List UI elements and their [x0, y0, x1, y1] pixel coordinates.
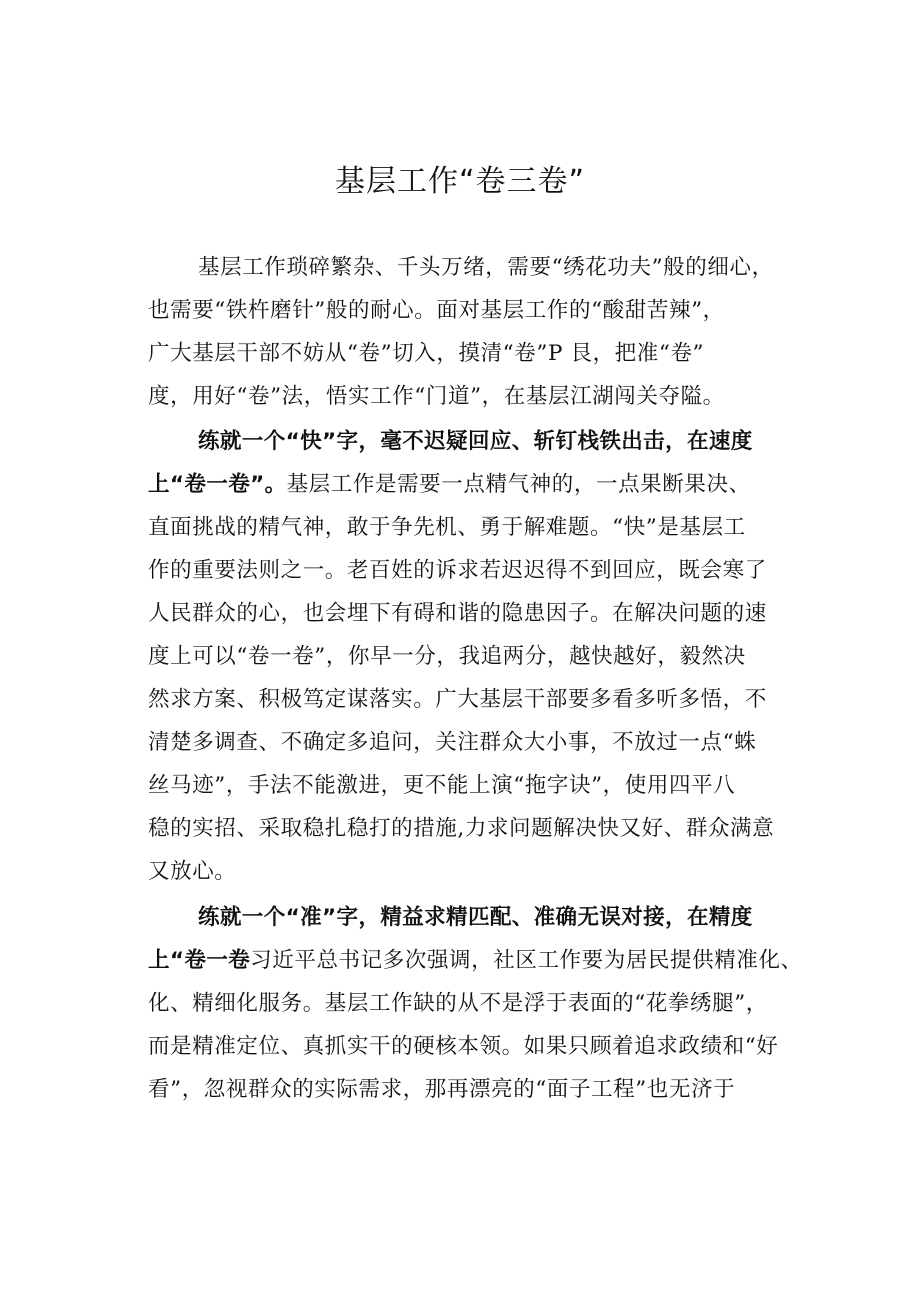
text-line-4: 度，用好“卷”法，悟实工作“门道”，在基层江湖闯关夺隘。	[148, 384, 725, 409]
paragraph-precision-start: 习近平总书记多次强调，社区工作要为居民提供精准化、	[250, 948, 803, 973]
text-line-15: 又放心。	[148, 859, 237, 884]
section-heading-precision-tail: 上“卷一卷	[148, 948, 251, 973]
text-line-21: 看”，忽视群众的实际需求，那再漂亮的“面子工程”也无济于	[148, 1077, 736, 1102]
text-line-8: 作的重要法则之一。老百姓的诉求若迟迟得不到回应，既会寒了	[148, 558, 767, 583]
text-line-3: 广大基层干部不妨从“卷”切入，摸清“卷”P 艮，把准“卷”	[148, 341, 705, 366]
section-heading-speed-line-2	[148, 465, 808, 505]
section-heading-precision-line-1: 练就一个“准”字，精益求精匹配、准确无误对接，在精度	[198, 905, 753, 930]
text-line-2: 也需要“铁杵磨针”般的耐心。面对基层工作的“酸甜苦辣”，	[148, 298, 725, 323]
text-line-7: 直面挑战的精气神，敢于争先机、勇于解难题。“快”是基层工	[148, 515, 746, 540]
text-line-11: 然求方案、积极笃定谋落实。广大基层干部要多看多听多悟，不	[148, 687, 767, 712]
text-line-13: 丝马迹”，手法不能激进，更不能上演“拖字诀”，使用四平八	[148, 773, 736, 798]
text-line-9: 人民群众的心，也会埋下有碍和谐的隐患因子。在解决问题的速	[148, 601, 767, 626]
section-heading-precision-line-2	[148, 941, 808, 981]
text-line-20: 而是精准定位、真抓实干的硬核本领。如果只顾着追求政绩和“好	[148, 1034, 779, 1059]
text-line-19: 化、精细化服务。基层工作缺的从不是浮于表面的“花拳绣腿”，	[148, 991, 768, 1016]
section-heading-speed-line-1: 练就一个“快”字，毫不迟疑回应、斩钉栈铁出击，在速度	[198, 429, 753, 454]
text-line-14: 稳的实招、采取稳扎稳打的措施,力求问题解决快又好、群众满意	[148, 816, 775, 841]
section-heading-speed-tail: 上“卷一卷”。	[148, 472, 287, 497]
text-line-10: 度上可以“卷一卷”，你早一分，我追两分，越快越好，毅然决	[148, 644, 746, 669]
paragraph-speed-start: 基层工作是需要一点精气神的，一点果断果决、	[286, 472, 751, 497]
document-title: 基层工作“卷三卷”	[334, 164, 586, 199]
text-line-12: 清楚多调查、不确定多追问，关注群众大小事，不放过一点“蛛	[148, 730, 757, 755]
text-line-1: 基层工作琐碎繁杂、千头万绪，需要“绣花功夫”般的细心，	[198, 255, 774, 280]
